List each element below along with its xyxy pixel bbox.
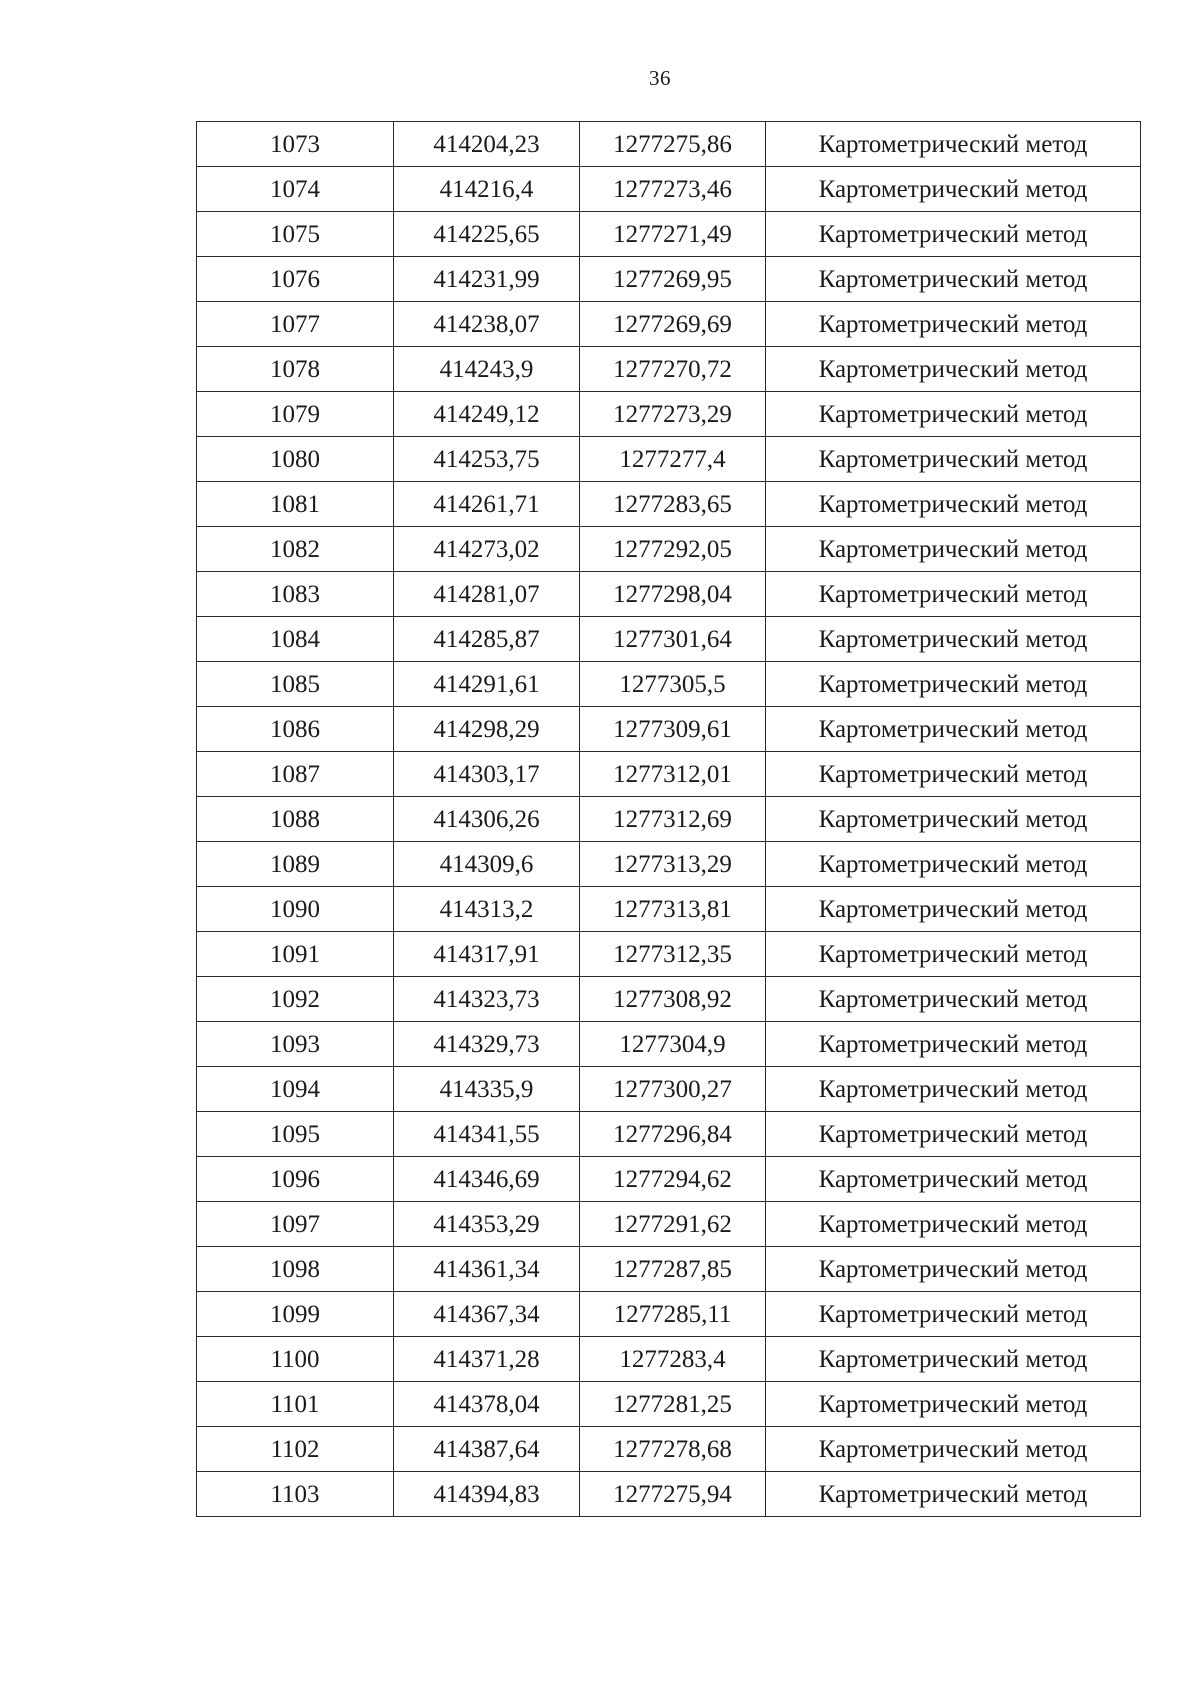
method-cell: Картометрический метод xyxy=(766,977,1141,1022)
coordinate-y-cell: 1277277,4 xyxy=(580,437,766,482)
method-cell: Картометрический метод xyxy=(766,1067,1141,1112)
table-row xyxy=(197,977,1141,1022)
coordinates-table xyxy=(196,121,1141,1517)
point-id-cell: 1086 xyxy=(197,707,394,752)
table-row xyxy=(197,1202,1141,1247)
point-id-cell: 1095 xyxy=(197,1112,394,1157)
coordinate-y-cell: 1277269,95 xyxy=(580,257,766,302)
table-row xyxy=(197,752,1141,797)
method-cell: Картометрический метод xyxy=(766,1022,1141,1067)
method-cell: Картометрический метод xyxy=(766,797,1141,842)
table-row xyxy=(197,527,1141,572)
point-id-cell: 1083 xyxy=(197,572,394,617)
table-row xyxy=(197,212,1141,257)
coordinate-y-cell: 1277301,64 xyxy=(580,617,766,662)
table-row xyxy=(197,437,1141,482)
point-id-cell: 1087 xyxy=(197,752,394,797)
coordinate-y-cell: 1277294,62 xyxy=(580,1157,766,1202)
table-row xyxy=(197,1112,1141,1157)
coordinate-x-cell: 414313,2 xyxy=(394,887,580,932)
method-cell: Картометрический метод xyxy=(766,527,1141,572)
coordinate-y-cell: 1277291,62 xyxy=(580,1202,766,1247)
point-id-cell: 1084 xyxy=(197,617,394,662)
point-id-cell: 1078 xyxy=(197,347,394,392)
point-id-cell: 1099 xyxy=(197,1292,394,1337)
method-cell: Картометрический метод xyxy=(766,1337,1141,1382)
method-cell: Картометрический метод xyxy=(766,1292,1141,1337)
coordinate-y-cell: 1277271,49 xyxy=(580,212,766,257)
table-row xyxy=(197,167,1141,212)
point-id-cell: 1090 xyxy=(197,887,394,932)
coordinate-x-cell: 414317,91 xyxy=(394,932,580,977)
coordinate-x-cell: 414249,12 xyxy=(394,392,580,437)
coordinate-x-cell: 414281,07 xyxy=(394,572,580,617)
coordinate-y-cell: 1277283,4 xyxy=(580,1337,766,1382)
method-cell: Картометрический метод xyxy=(766,662,1141,707)
method-cell: Картометрический метод xyxy=(766,887,1141,932)
point-id-cell: 1075 xyxy=(197,212,394,257)
coordinate-x-cell: 414323,73 xyxy=(394,977,580,1022)
coordinate-y-cell: 1277278,68 xyxy=(580,1427,766,1472)
coordinate-y-cell: 1277273,29 xyxy=(580,392,766,437)
coordinate-x-cell: 414371,28 xyxy=(394,1337,580,1382)
coordinate-x-cell: 414346,69 xyxy=(394,1157,580,1202)
point-id-cell: 1073 xyxy=(197,122,394,167)
coordinate-x-cell: 414225,65 xyxy=(394,212,580,257)
method-cell: Картометрический метод xyxy=(766,122,1141,167)
coordinate-x-cell: 414291,61 xyxy=(394,662,580,707)
coordinate-y-cell: 1277269,69 xyxy=(580,302,766,347)
coordinate-y-cell: 1277285,11 xyxy=(580,1292,766,1337)
coordinate-y-cell: 1277283,65 xyxy=(580,482,766,527)
method-cell: Картометрический метод xyxy=(766,1382,1141,1427)
method-cell: Картометрический метод xyxy=(766,707,1141,752)
table-row xyxy=(197,122,1141,167)
coordinate-y-cell: 1277273,46 xyxy=(580,167,766,212)
method-cell: Картометрический метод xyxy=(766,752,1141,797)
coordinate-y-cell: 1277281,25 xyxy=(580,1382,766,1427)
point-id-cell: 1076 xyxy=(197,257,394,302)
method-cell: Картометрический метод xyxy=(766,1472,1141,1517)
point-id-cell: 1100 xyxy=(197,1337,394,1382)
coordinate-y-cell: 1277270,72 xyxy=(580,347,766,392)
coordinate-x-cell: 414353,29 xyxy=(394,1202,580,1247)
table-row xyxy=(197,887,1141,932)
coordinate-y-cell: 1277305,5 xyxy=(580,662,766,707)
method-cell: Картометрический метод xyxy=(766,347,1141,392)
table-row xyxy=(197,932,1141,977)
coordinate-x-cell: 414273,02 xyxy=(394,527,580,572)
table-row xyxy=(197,392,1141,437)
table-row xyxy=(197,1472,1141,1517)
method-cell: Картометрический метод xyxy=(766,437,1141,482)
method-cell: Картометрический метод xyxy=(766,617,1141,662)
coordinate-y-cell: 1277312,69 xyxy=(580,797,766,842)
table-row xyxy=(197,347,1141,392)
point-id-cell: 1093 xyxy=(197,1022,394,1067)
point-id-cell: 1094 xyxy=(197,1067,394,1112)
coordinate-y-cell: 1277287,85 xyxy=(580,1247,766,1292)
method-cell: Картометрический метод xyxy=(766,572,1141,617)
method-cell: Картометрический метод xyxy=(766,1112,1141,1157)
method-cell: Картометрический метод xyxy=(766,392,1141,437)
coordinate-x-cell: 414216,4 xyxy=(394,167,580,212)
table-row xyxy=(197,1337,1141,1382)
coordinate-y-cell: 1277312,01 xyxy=(580,752,766,797)
table-row xyxy=(197,482,1141,527)
table-row xyxy=(197,707,1141,752)
coordinate-y-cell: 1277298,04 xyxy=(580,572,766,617)
page-number: 36 xyxy=(649,66,671,90)
coordinate-y-cell: 1277308,92 xyxy=(580,977,766,1022)
point-id-cell: 1081 xyxy=(197,482,394,527)
table-row xyxy=(197,1382,1141,1427)
coordinate-y-cell: 1277304,9 xyxy=(580,1022,766,1067)
table-row xyxy=(197,302,1141,347)
coordinate-x-cell: 414231,99 xyxy=(394,257,580,302)
coordinate-x-cell: 414204,23 xyxy=(394,122,580,167)
coordinate-x-cell: 414303,17 xyxy=(394,752,580,797)
coordinate-y-cell: 1277309,61 xyxy=(580,707,766,752)
method-cell: Картометрический метод xyxy=(766,482,1141,527)
table-row xyxy=(197,1292,1141,1337)
method-cell: Картометрический метод xyxy=(766,1427,1141,1472)
coordinate-x-cell: 414261,71 xyxy=(394,482,580,527)
point-id-cell: 1103 xyxy=(197,1472,394,1517)
point-id-cell: 1080 xyxy=(197,437,394,482)
coordinate-x-cell: 414253,75 xyxy=(394,437,580,482)
coordinate-y-cell: 1277300,27 xyxy=(580,1067,766,1112)
table-row xyxy=(197,572,1141,617)
table-row xyxy=(197,1157,1141,1202)
table-row xyxy=(197,1247,1141,1292)
method-cell: Картометрический метод xyxy=(766,257,1141,302)
table-row xyxy=(197,1022,1141,1067)
point-id-cell: 1085 xyxy=(197,662,394,707)
coordinate-x-cell: 414361,34 xyxy=(394,1247,580,1292)
method-cell: Картометрический метод xyxy=(766,1202,1141,1247)
coordinate-y-cell: 1277292,05 xyxy=(580,527,766,572)
point-id-cell: 1101 xyxy=(197,1382,394,1427)
coordinate-x-cell: 414341,55 xyxy=(394,1112,580,1157)
table-row xyxy=(197,257,1141,302)
point-id-cell: 1079 xyxy=(197,392,394,437)
coordinate-y-cell: 1277275,86 xyxy=(580,122,766,167)
table-row xyxy=(197,1427,1141,1472)
table-row xyxy=(197,617,1141,662)
coordinate-y-cell: 1277313,29 xyxy=(580,842,766,887)
coordinate-y-cell: 1277312,35 xyxy=(580,932,766,977)
coordinate-y-cell: 1277275,94 xyxy=(580,1472,766,1517)
coordinate-y-cell: 1277313,81 xyxy=(580,887,766,932)
coordinate-x-cell: 414335,9 xyxy=(394,1067,580,1112)
coordinate-x-cell: 414329,73 xyxy=(394,1022,580,1067)
point-id-cell: 1088 xyxy=(197,797,394,842)
point-id-cell: 1091 xyxy=(197,932,394,977)
method-cell: Картометрический метод xyxy=(766,1157,1141,1202)
coordinate-x-cell: 414367,34 xyxy=(394,1292,580,1337)
coordinate-x-cell: 414243,9 xyxy=(394,347,580,392)
coordinate-x-cell: 414238,07 xyxy=(394,302,580,347)
point-id-cell: 1077 xyxy=(197,302,394,347)
table-row xyxy=(197,842,1141,887)
coordinate-x-cell: 414298,29 xyxy=(394,707,580,752)
point-id-cell: 1092 xyxy=(197,977,394,1022)
method-cell: Картометрический метод xyxy=(766,932,1141,977)
point-id-cell: 1082 xyxy=(197,527,394,572)
point-id-cell: 1096 xyxy=(197,1157,394,1202)
method-cell: Картометрический метод xyxy=(766,212,1141,257)
method-cell: Картометрический метод xyxy=(766,167,1141,212)
coordinate-y-cell: 1277296,84 xyxy=(580,1112,766,1157)
coordinate-x-cell: 414378,04 xyxy=(394,1382,580,1427)
coordinate-x-cell: 414306,26 xyxy=(394,797,580,842)
point-id-cell: 1102 xyxy=(197,1427,394,1472)
method-cell: Картометрический метод xyxy=(766,842,1141,887)
table-row xyxy=(197,662,1141,707)
point-id-cell: 1097 xyxy=(197,1202,394,1247)
coordinates-table-body xyxy=(197,122,1141,1517)
method-cell: Картометрический метод xyxy=(766,1247,1141,1292)
method-cell: Картометрический метод xyxy=(766,302,1141,347)
point-id-cell: 1074 xyxy=(197,167,394,212)
point-id-cell: 1089 xyxy=(197,842,394,887)
point-id-cell: 1098 xyxy=(197,1247,394,1292)
table-row xyxy=(197,1067,1141,1112)
coordinate-x-cell: 414309,6 xyxy=(394,842,580,887)
coordinate-x-cell: 414387,64 xyxy=(394,1427,580,1472)
coordinate-x-cell: 414394,83 xyxy=(394,1472,580,1517)
coordinate-x-cell: 414285,87 xyxy=(394,617,580,662)
table-row xyxy=(197,797,1141,842)
